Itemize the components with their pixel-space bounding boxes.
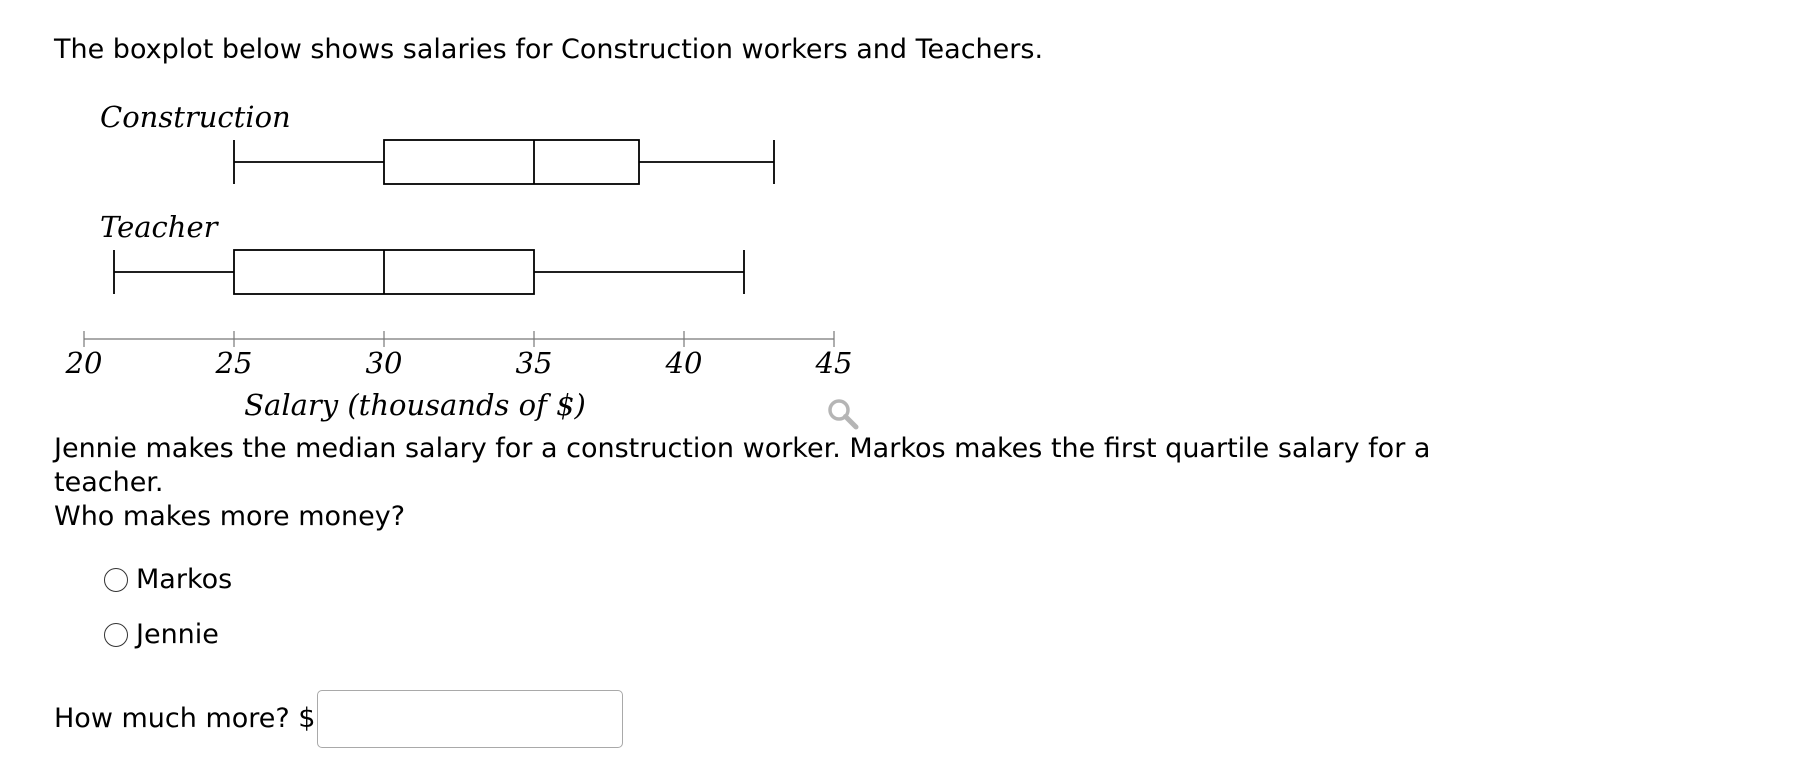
option-label: Jennie [136, 619, 219, 650]
x-axis-tick-label: 25 [215, 346, 253, 380]
x-axis-tick-label: 45 [815, 346, 853, 380]
x-axis-tick-label: 30 [365, 346, 403, 380]
construction-series-label: Construction [100, 100, 291, 134]
option-markos[interactable] [104, 565, 232, 595]
question-line-1: Jennie makes the median salary for a construction worker. Markos makes the first quartile salary for a teacher. [54, 433, 1431, 498]
option-label: Markos [136, 564, 233, 595]
teacher-series-label: Teacher [100, 210, 218, 244]
answer-options [104, 565, 232, 675]
x-axis-label: Salary (thousands of $) [244, 388, 586, 422]
x-axis-tick-label: 35 [515, 346, 553, 380]
radio-button[interactable] [104, 623, 128, 647]
answer-label: How much more? $ [54, 703, 316, 734]
question-text [54, 432, 1454, 534]
boxplot-chart [0, 0, 900, 430]
x-axis-tick-label: 40 [665, 346, 703, 380]
magnifier-icon[interactable] [826, 398, 862, 434]
option-jennie[interactable] [104, 620, 232, 650]
how-much-more-input[interactable] [317, 690, 623, 748]
radio-button[interactable] [104, 568, 128, 592]
construction-box [384, 140, 639, 184]
answer-row [54, 690, 623, 748]
x-axis-tick-label: 20 [65, 346, 103, 380]
problem-prompt: The boxplot below shows salaries for Construction workers and Teachers. [54, 34, 1044, 65]
question-line-2: Who makes more money? [54, 501, 406, 532]
